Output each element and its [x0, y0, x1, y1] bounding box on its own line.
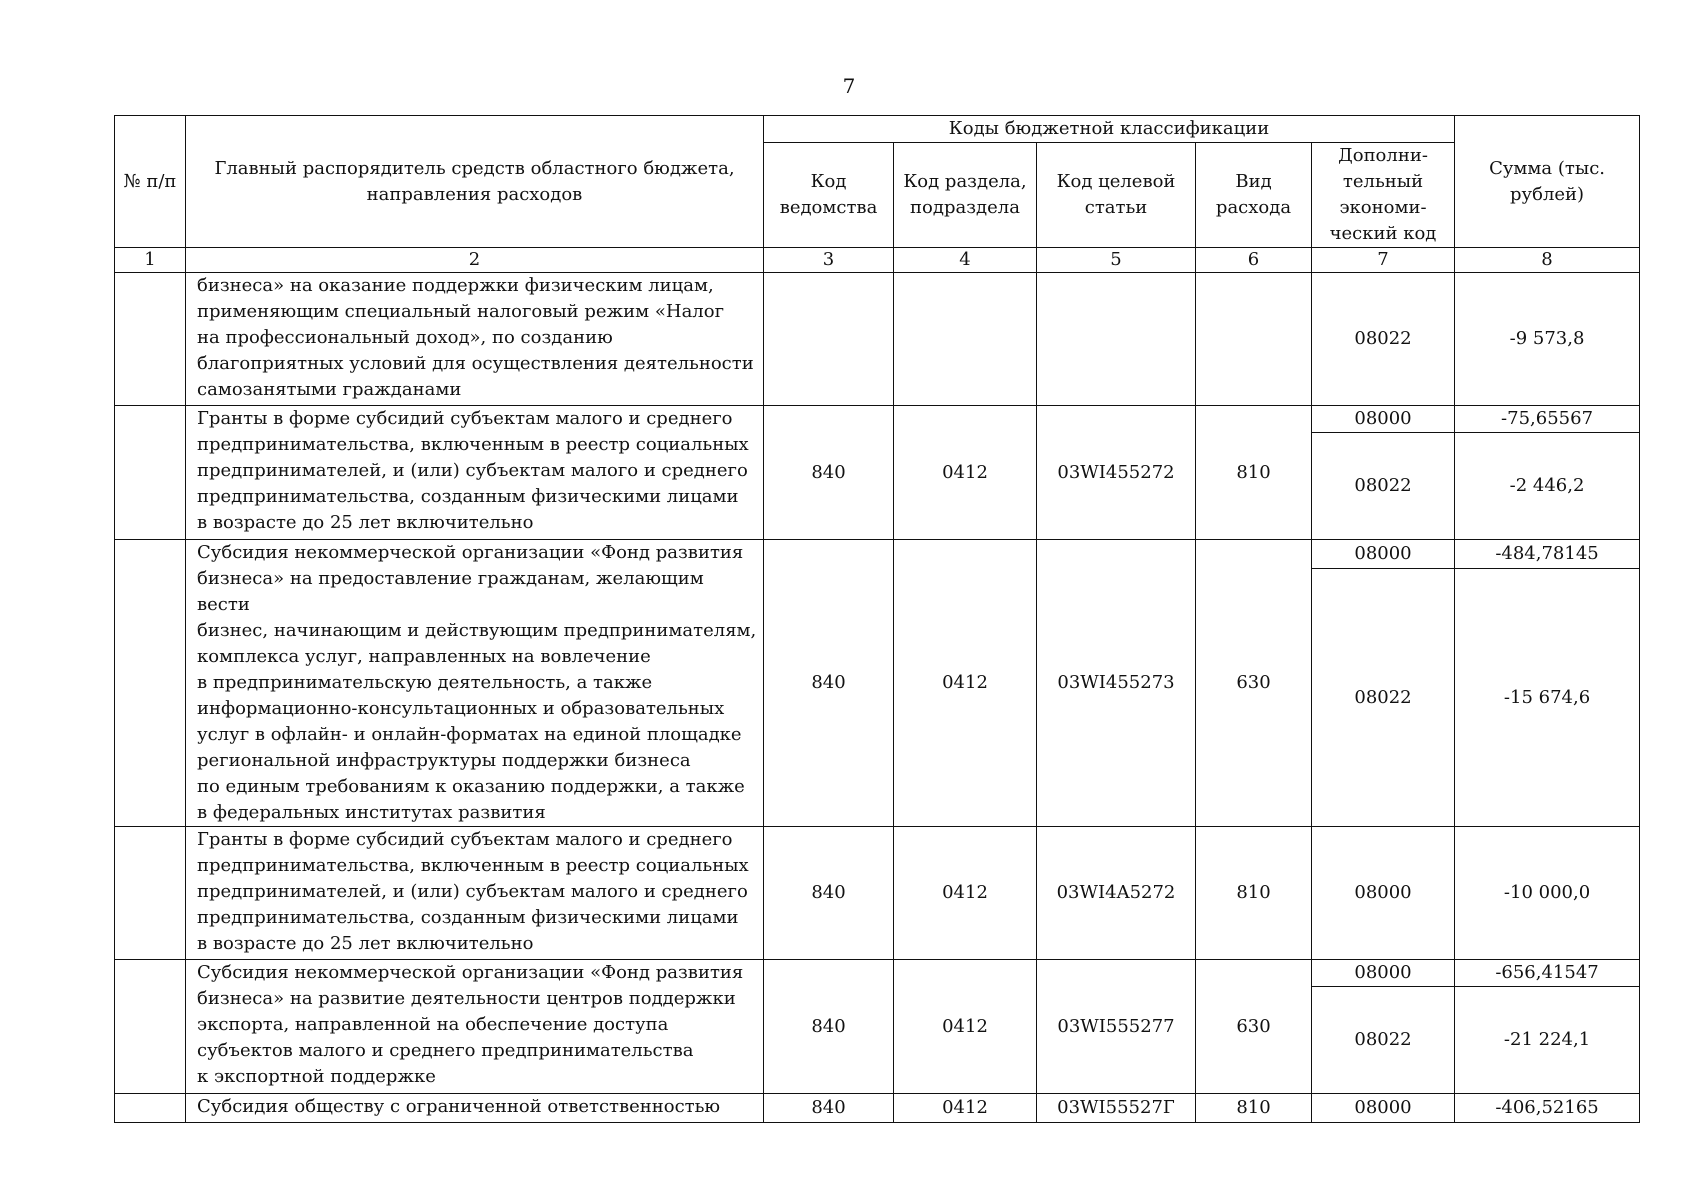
row-number-cell: [115, 827, 186, 960]
row-additional-code: 08000: [1312, 1094, 1455, 1123]
row-description-line: бизнес, начинающим и действующим предпринимателям,: [197, 620, 757, 641]
row-description-line: Субсидия некоммерческой организации «Фонд развития: [197, 962, 744, 983]
row-dept-code: 840: [764, 960, 894, 1094]
column-number: 2: [186, 248, 764, 273]
row-section-code: 0412: [894, 827, 1037, 960]
row-description-line: Гранты в форме субсидий субъектам малого и среднего: [197, 408, 733, 429]
column-number: 3: [764, 248, 894, 273]
row-description-line: бизнеса» на оказание поддержки физическим лицам,: [197, 275, 714, 296]
row-amount: -15 674,6: [1455, 569, 1640, 827]
row-description-line: услуг в офлайн- и онлайн-форматах на единой площадке: [197, 724, 742, 745]
row-target-code: 03WI4A5272: [1037, 827, 1196, 960]
row-description-line: Субсидия некоммерческой организации «Фонд развития: [197, 542, 744, 563]
row-expense-type: 630: [1196, 540, 1312, 827]
row-expense-type: [1196, 273, 1312, 406]
header-additional-code-line: экономи-: [1339, 197, 1427, 218]
row-number-cell: [115, 540, 186, 827]
row-target-code: 03WI55527Г: [1037, 1094, 1196, 1123]
row-description-line: предпринимательства, включенным в реестр социальных: [197, 434, 749, 455]
row-amount: -75,65567: [1455, 406, 1640, 433]
row-description-line: бизнеса» на предоставление гражданам, желающим вести: [197, 568, 704, 615]
row-description-line: комплекса услуг, направленных на вовлечение: [197, 646, 651, 667]
row-description-line: предпринимательства, включенным в реестр социальных: [197, 855, 749, 876]
row-description-line: в федеральных институтах развития: [197, 802, 546, 823]
row-additional-code: 08022: [1312, 273, 1455, 406]
row-expense-type: 810: [1196, 1094, 1312, 1123]
row-amount: -2 446,2: [1455, 433, 1640, 540]
row-section-code: 0412: [894, 960, 1037, 1094]
row-additional-code: 08000: [1312, 406, 1455, 433]
row-description-line: предпринимательства, созданным физическими лицами: [197, 486, 739, 507]
row-description: [186, 1094, 764, 1123]
row-number-cell: [115, 1094, 186, 1123]
row-additional-code: 08000: [1312, 827, 1455, 960]
row-description-line: бизнеса» на развитие деятельности центров поддержки: [197, 988, 736, 1009]
row-additional-code: 08022: [1312, 433, 1455, 540]
row-description-line: информационно-консультационных и образовательных: [197, 698, 725, 719]
row-description-line: предпринимательства, созданным физическими лицами: [197, 907, 739, 928]
row-dept-code: 840: [764, 540, 894, 827]
row-number-cell: [115, 960, 186, 1094]
header-additional-code-line: ческий код: [1329, 223, 1437, 244]
column-number: 6: [1196, 248, 1312, 273]
row-description-line: предпринимателей, и (или) субъектам малого и среднего: [197, 460, 748, 481]
row-additional-code: 08022: [1312, 987, 1455, 1094]
table-row: [115, 540, 1640, 569]
row-description-line: в возрасте до 25 лет включительно: [197, 933, 534, 954]
row-additional-code: 08022: [1312, 569, 1455, 827]
row-amount: -10 000,0: [1455, 827, 1640, 960]
row-description: [186, 827, 764, 960]
row-number-cell: [115, 406, 186, 540]
row-expense-type: 810: [1196, 406, 1312, 540]
row-description-line: предпринимателей, и (или) субъектам малого и среднего: [197, 881, 748, 902]
row-description-line: региональной инфраструктуры поддержки бизнеса: [197, 750, 691, 771]
column-number: 4: [894, 248, 1037, 273]
row-section-code: [894, 273, 1037, 406]
row-description-line: самозанятыми гражданами: [197, 379, 462, 400]
header-section-code: Код раздела, подраздела: [894, 143, 1037, 248]
header-codes-group: Коды бюджетной классификации: [764, 116, 1455, 143]
header-num: № п/п: [115, 116, 186, 248]
table-row: [115, 827, 1640, 960]
row-section-code: 0412: [894, 540, 1037, 827]
row-section-code: 0412: [894, 406, 1037, 540]
column-number: 1: [115, 248, 186, 273]
row-dept-code: [764, 273, 894, 406]
row-target-code: 03WI455272: [1037, 406, 1196, 540]
row-description-line: по единым требованиям к оказанию поддержки, а также: [197, 776, 745, 797]
row-additional-code: 08000: [1312, 960, 1455, 987]
row-amount: -484,78145: [1455, 540, 1640, 569]
row-dept-code: 840: [764, 827, 894, 960]
row-description-line: на профессиональный доход», по созданию: [197, 327, 613, 348]
row-amount: -21 224,1: [1455, 987, 1640, 1094]
row-dept-code: 840: [764, 406, 894, 540]
row-description-line: к экспортной поддержке: [197, 1066, 436, 1087]
table-row: [115, 273, 1640, 406]
page-number: 7: [842, 74, 856, 98]
column-number: 5: [1037, 248, 1196, 273]
row-amount: -9 573,8: [1455, 273, 1640, 406]
table-row: [115, 960, 1640, 987]
header-additional-code-line: Дополни-: [1338, 145, 1428, 166]
column-number: 8: [1455, 248, 1640, 273]
row-description-line: субъектов малого и среднего предпринимательства: [197, 1040, 694, 1061]
row-target-code: [1037, 273, 1196, 406]
row-description-line: в предпринимательскую деятельность, а также: [197, 672, 653, 693]
row-description-line: благоприятных условий для осуществления деятельности: [197, 353, 754, 374]
row-amount: -406,52165: [1455, 1094, 1640, 1123]
row-description-line: экспорта, направленной на обеспечение доступа: [197, 1014, 669, 1035]
header-amount: Сумма (тыс. рублей): [1455, 116, 1640, 248]
header-title: Главный распорядитель средств областного бюджета, направления расходов: [186, 116, 764, 248]
row-description-line: применяющим специальный налоговый режим «Налог: [197, 301, 725, 322]
row-description-line: в возрасте до 25 лет включительно: [197, 512, 534, 533]
row-expense-type: 810: [1196, 827, 1312, 960]
row-number-cell: [115, 273, 186, 406]
row-amount: -656,41547: [1455, 960, 1640, 987]
row-description: [186, 273, 764, 406]
table-row: [115, 1094, 1640, 1123]
table-row: [115, 406, 1640, 433]
row-description: [186, 960, 764, 1094]
header-additional-code: [1312, 143, 1455, 248]
header-target-code: Код целевой статьи: [1037, 143, 1196, 248]
row-target-code: 03WI555277: [1037, 960, 1196, 1094]
header-expense-type: Вид расхода: [1196, 143, 1312, 248]
row-section-code: 0412: [894, 1094, 1037, 1123]
row-description: [186, 540, 764, 827]
budget-table: [114, 115, 1640, 1123]
row-description-line: Субсидия обществу с ограниченной ответственностью: [197, 1096, 721, 1117]
row-description-line: Гранты в форме субсидий субъектам малого и среднего: [197, 829, 733, 850]
row-expense-type: 630: [1196, 960, 1312, 1094]
column-number: 7: [1312, 248, 1455, 273]
row-target-code: 03WI455273: [1037, 540, 1196, 827]
row-dept-code: 840: [764, 1094, 894, 1123]
row-description: [186, 406, 764, 540]
header-additional-code-line: тельный: [1342, 171, 1424, 192]
header-dept-code: Код ведомства: [764, 143, 894, 248]
row-additional-code: 08000: [1312, 540, 1455, 569]
